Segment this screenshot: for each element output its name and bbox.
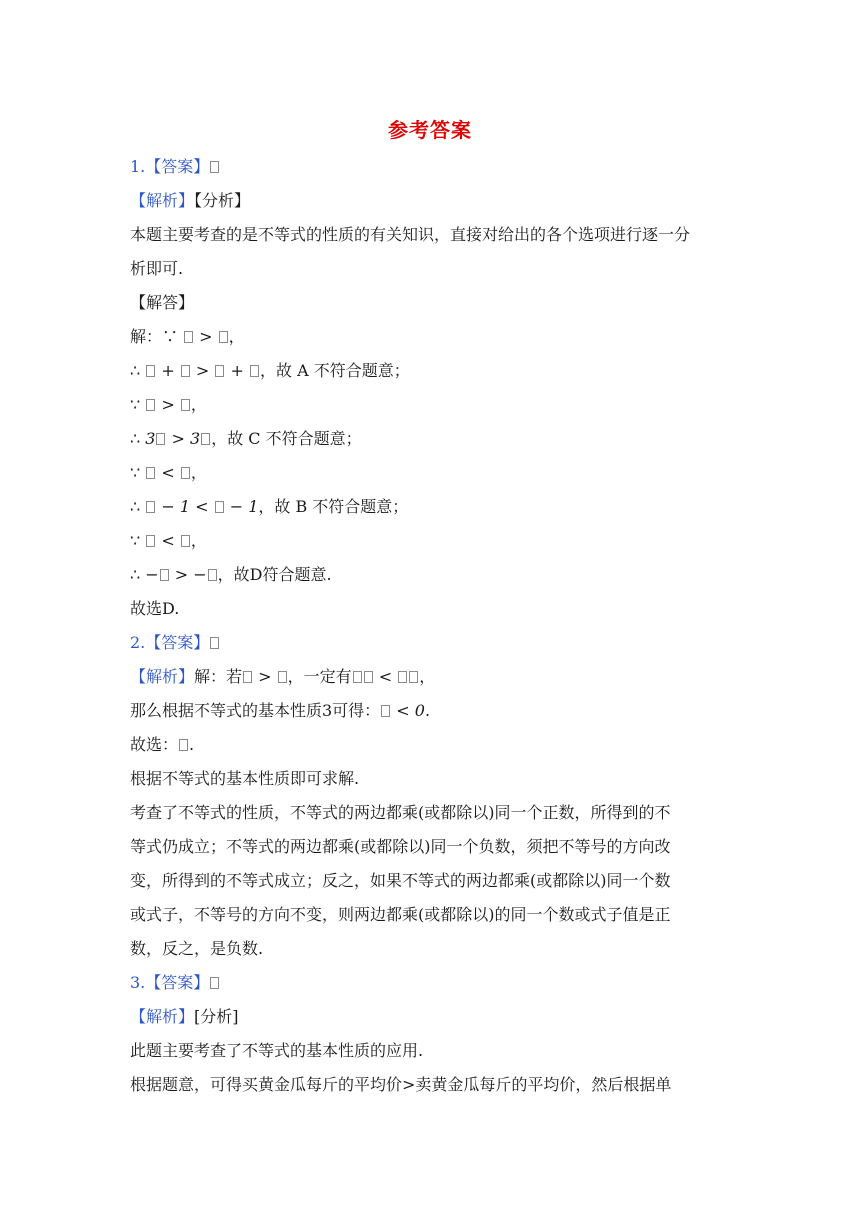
- lt-sign: <: [190, 497, 214, 516]
- q2-line-4: 根据不等式的基本性质即可求解.: [130, 769, 360, 788]
- coefficient: 3: [145, 429, 156, 448]
- because-sign: ∵: [130, 531, 146, 550]
- coefficient: 3: [190, 429, 201, 448]
- gt-sign: >: [194, 327, 218, 346]
- plus-sign: +: [156, 361, 180, 380]
- comma: ，: [228, 327, 245, 346]
- missing-glyph-box: [146, 365, 155, 377]
- missing-glyph-box: [181, 467, 190, 479]
- q2-line-5: 考查了不等式的性质，不等式的两边都乘(或都除以)同一个正数，所得到的不: [130, 803, 671, 822]
- missing-glyph-box: [381, 705, 390, 717]
- answer-content: [130, 150, 730, 1102]
- q1-analysis-line1: 本题主要考查的是不等式的性质的有关知识，直接对给出的各个选项进行逐一分: [130, 225, 691, 244]
- step-conclusion: ，故 A 不符合题意；: [260, 361, 410, 380]
- missing-glyph-box: [208, 569, 217, 581]
- missing-glyph-box: [210, 977, 219, 989]
- missing-glyph-box: [215, 365, 224, 377]
- q1-step-3: [130, 388, 730, 422]
- therefore-sign: ∴: [130, 361, 146, 380]
- missing-glyph-box: [215, 501, 224, 513]
- q1-step-5: [130, 456, 730, 490]
- q3-analysis-tag: 【解析】: [130, 1007, 195, 1026]
- q1-step-6: [130, 490, 730, 524]
- q2-line-7: 变，所得到的不等式成立；反之，如果不等式的两边都乘(或都除以)同一个数: [130, 871, 671, 890]
- comma: ，: [419, 667, 436, 686]
- q2-line-9: 数，反之，是负数.: [130, 939, 264, 958]
- q1-step-7: [130, 524, 730, 558]
- therefore-sign: ∴: [130, 497, 146, 516]
- missing-glyph-box: [364, 671, 373, 683]
- q3-number: 3.: [130, 973, 146, 992]
- missing-glyph-box: [160, 569, 169, 581]
- q1-answer-tag: 【答案】: [145, 157, 210, 176]
- q2-answer-tag: 【答案】: [145, 633, 210, 652]
- step-conclusion: ，故 B 不符合题意；: [258, 497, 409, 516]
- minus-sign: −: [145, 565, 159, 584]
- q1-step-1: [130, 320, 730, 354]
- missing-glyph-box: [156, 433, 165, 445]
- q3-answer-tag: 【答案】: [145, 973, 210, 992]
- missing-glyph-box: [201, 433, 210, 445]
- step-text: 故选：: [130, 735, 179, 754]
- therefore-sign: ∴: [130, 429, 146, 448]
- gt-sign: >: [190, 361, 215, 380]
- therefore-sign: ∴: [130, 565, 146, 584]
- missing-glyph-box: [398, 671, 407, 683]
- missing-glyph-box: [219, 331, 228, 343]
- lt-sign: <: [156, 463, 180, 482]
- missing-glyph-box: [181, 535, 190, 547]
- step-text: 解：若: [194, 667, 243, 686]
- q3-answer-line: [130, 966, 730, 1000]
- q2-analysis-tag: 【解析】: [130, 667, 195, 686]
- step-text: .: [189, 735, 195, 754]
- q3-fenxi-tag: [分析]: [194, 1007, 239, 1026]
- q2-number: 2.: [130, 633, 146, 652]
- because-sign: ∵: [130, 395, 146, 414]
- missing-glyph-box: [181, 399, 190, 411]
- gt-sign: >: [156, 395, 180, 414]
- because-sign: ∵: [130, 463, 146, 482]
- missing-glyph-box: [210, 637, 219, 649]
- plus-sign: +: [225, 361, 249, 380]
- missing-glyph-box: [278, 671, 287, 683]
- lt-sign: <: [373, 667, 398, 686]
- step-text: 那么根据不等式的基本性质3可得：: [130, 701, 381, 720]
- step-text: ，一定有: [287, 667, 352, 686]
- comma: ，: [190, 395, 207, 414]
- q1-jieda-tag: 【解答】: [130, 293, 195, 312]
- comma: ，: [190, 463, 207, 482]
- missing-glyph-box: [146, 399, 155, 411]
- q2-answer-line: [130, 626, 730, 660]
- missing-glyph-box: [146, 467, 155, 479]
- q1-step-2: [130, 354, 730, 388]
- missing-glyph-box: [210, 161, 219, 173]
- step-conclusion: ，故 C 不符合题意；: [211, 429, 362, 448]
- q2-line-1: [130, 660, 730, 694]
- missing-glyph-box: [181, 365, 190, 377]
- missing-glyph-box: [353, 671, 362, 683]
- q1-step-4: [130, 422, 730, 456]
- q2-line-2: [130, 694, 730, 728]
- minus-one: − 1: [156, 497, 191, 516]
- q2-line-8: 或式子，不等号的方向不变，则两边都乘(或都除以)的同一个数或式子值是正: [130, 905, 671, 924]
- page-title: 参考答案: [388, 118, 472, 142]
- q1-analysis-tag: 【解析】: [130, 191, 195, 210]
- q1-choose: 故选D.: [130, 599, 180, 618]
- minus-sign: −: [193, 565, 207, 584]
- comma: ，: [190, 531, 207, 550]
- lt-sign: <: [156, 531, 180, 550]
- step-conclusion: ，故D符合题意.: [217, 565, 332, 584]
- q1-answer-line: [130, 150, 730, 184]
- missing-glyph-box: [179, 739, 188, 751]
- q1-fenxi-tag: 【分析】: [194, 191, 251, 210]
- q1-number: 1.: [130, 157, 146, 176]
- q3-line-2: 根据题意，可得买黄金瓜每斤的平均价>卖黄金瓜每斤的平均价，然后根据单: [130, 1075, 672, 1094]
- step-text: < 0.: [391, 701, 431, 720]
- minus-one: − 1: [224, 497, 259, 516]
- q1-analysis-line2: 析即可.: [130, 259, 184, 278]
- q1-analysis-tag-line: [130, 184, 730, 218]
- q3-line-1: 此题主要考查了不等式的基本性质的应用.: [130, 1041, 424, 1060]
- q3-analysis-tag-line: [130, 1000, 730, 1034]
- gt-sign: >: [166, 429, 191, 448]
- missing-glyph-box: [409, 671, 418, 683]
- missing-glyph-box: [243, 671, 252, 683]
- q1-step-8: [130, 558, 730, 592]
- missing-glyph-box: [146, 535, 155, 547]
- q2-line-6: 等式仍成立；不等式的两边都乘(或都除以)同一个负数，须把不等号的方向改: [130, 837, 671, 856]
- missing-glyph-box: [184, 331, 193, 343]
- q2-line-3: [130, 728, 730, 762]
- gt-sign: >: [253, 667, 277, 686]
- missing-glyph-box: [250, 365, 259, 377]
- missing-glyph-box: [146, 501, 155, 513]
- step-text: 解：∵: [130, 327, 184, 346]
- gt-sign: >: [169, 565, 194, 584]
